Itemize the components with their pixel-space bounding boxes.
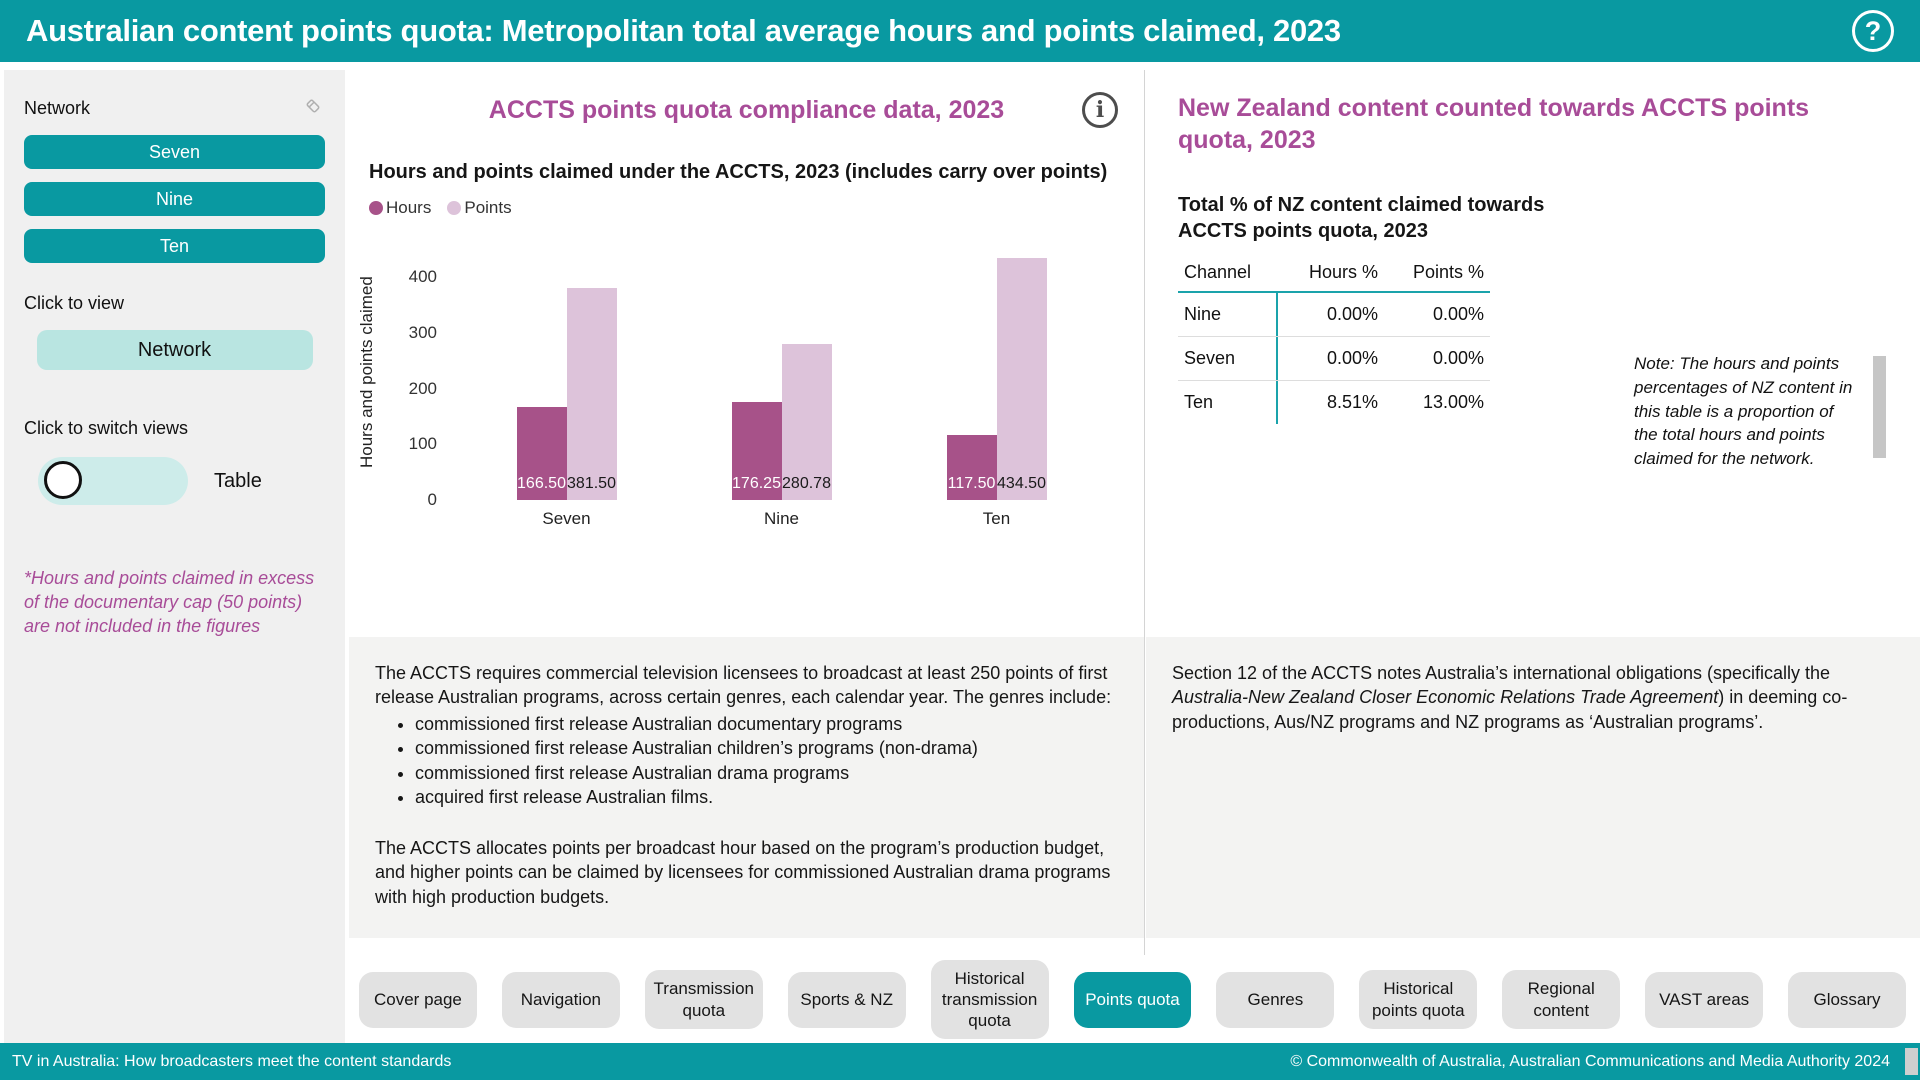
- bar-value-label: 381.50: [567, 475, 616, 492]
- legend-item-points: [447, 198, 511, 218]
- header-bar: [0, 0, 1920, 62]
- documentary-cap-footnote: *Hours and points claimed in excess of the documentary cap (50 points) are not included in the figures: [24, 568, 315, 636]
- network-filter-button-nine[interactable]: Nine: [24, 182, 325, 216]
- chart-subtitle: Hours and points claimed under the ACCTS, 2023 (includes carry over points): [369, 161, 1108, 183]
- bar-group-nine: [732, 344, 832, 528]
- nz-table-rows: [1178, 291, 1490, 424]
- genre-bullet-list: [375, 712, 1114, 810]
- bar-value-label: 166.50: [517, 475, 566, 492]
- nz-body-paragraph: [1172, 661, 1862, 734]
- tab-historical-transmission-quota[interactable]: Historical transmission quota: [931, 960, 1049, 1040]
- points-pct-cell: 0.00%: [1432, 348, 1484, 368]
- compliance-para-2: The ACCTS allocates points per broadcast hour based on the program’s production budget, and higher points can be claimed by licensees for commissioned Australian drama programs with high production budgets.: [375, 837, 1111, 907]
- x-axis-label-seven: Seven: [542, 509, 591, 528]
- bar-value-label: 176.25: [732, 475, 781, 492]
- y-tick-400: 400: [408, 267, 437, 287]
- network-filter-buttons: [24, 135, 325, 263]
- y-tick-100: 100: [408, 434, 437, 454]
- bar-group-seven: [517, 288, 617, 528]
- tab-glossary[interactable]: Glossary: [1788, 972, 1906, 1028]
- nz-table-title: Total % of NZ content claimed towards ACCTS points quota, 2023: [1178, 194, 1545, 242]
- col-channel: Channel: [1184, 262, 1252, 282]
- genre-bullet: • acquired first release Australian films.: [415, 785, 1114, 809]
- points-legend-dot: [447, 201, 461, 215]
- toggle-label: Table: [214, 469, 262, 492]
- bar-hours-seven[interactable]: [517, 407, 567, 500]
- nz-body-agreement: Australia-New Zealand Closer Economic Relations Trade Agreement: [1172, 687, 1719, 708]
- points-pct-cell: 0.00%: [1432, 304, 1484, 324]
- bar-value-label: 280.78: [782, 475, 831, 492]
- hours-pct-cell: 0.00%: [1326, 304, 1378, 324]
- toggle-knob[interactable]: [44, 461, 82, 499]
- nz-note-text: Note: The hours and points percentages of NZ content in this table is a proportion of the total hours and points claimed for the network.: [1634, 354, 1853, 469]
- page-title: Australian content points quota: Metropolitan total average hours and points claimed, 2023: [26, 13, 1341, 48]
- bar-hours-nine[interactable]: [732, 402, 782, 500]
- footer-report-title: TV in Australia: How broadcasters meet the content standards: [12, 1052, 452, 1070]
- genre-bullet: • commissioned first release Australian documentary programs: [415, 712, 1114, 736]
- help-icon[interactable]: ?: [1852, 10, 1894, 52]
- network-filter-label: Network: [24, 98, 91, 118]
- page-tab-bar: [345, 955, 1920, 1044]
- tab-vast-areas[interactable]: VAST areas: [1645, 972, 1763, 1028]
- table-view-toggle[interactable]: [38, 457, 188, 505]
- switch-views-label: Click to switch views: [24, 418, 189, 438]
- bar-points-nine[interactable]: [782, 344, 832, 500]
- tab-navigation[interactable]: Navigation: [502, 972, 620, 1028]
- y-axis-title: Hours and points claimed: [357, 276, 376, 468]
- click-to-view-label: Click to view: [24, 293, 125, 313]
- genre-bullet: • commissioned first release Australian drama programs: [415, 761, 1114, 785]
- network-filter-button-ten[interactable]: Ten: [24, 229, 325, 263]
- nz-note: [1634, 352, 1886, 471]
- bar-chart: [357, 234, 1104, 534]
- y-tick-200: 200: [408, 378, 437, 398]
- legend-item-hours: [369, 198, 431, 218]
- tab-historical-points-quota[interactable]: Historical points quota: [1359, 970, 1477, 1029]
- hours-legend-dot: [369, 201, 383, 215]
- nz-table: [1178, 256, 1490, 424]
- points-pct-cell: 13.00%: [1422, 392, 1484, 412]
- x-axis-label-ten: Ten: [982, 509, 1011, 528]
- tab-transmission-quota[interactable]: Transmission quota: [645, 970, 763, 1029]
- chart-section: [349, 70, 1144, 637]
- legend-label-points: Points: [464, 198, 512, 217]
- nz-title: New Zealand content counted towards ACCTS points quota, 2023: [1178, 94, 1810, 154]
- channel-cell: Seven: [1178, 337, 1278, 380]
- hours-pct-cell: 8.51%: [1326, 392, 1378, 412]
- bar-value-label: 434.50: [997, 475, 1046, 492]
- legend-label-hours: Hours: [386, 198, 432, 217]
- nz-table-row-nine: [1178, 293, 1490, 336]
- tab-sports-nz[interactable]: Sports & NZ: [788, 972, 906, 1028]
- channel-cell: Ten: [1178, 381, 1278, 424]
- tab-points-quota[interactable]: Points quota: [1074, 972, 1192, 1028]
- compliance-para-1: The ACCTS requires commercial television licensees to broadcast at least 250 points of first release Australian programs, across certain genres, each calendar year. The genres include:: [375, 663, 1112, 708]
- genre-bullet: • commissioned first release Australian children’s programs (non-drama): [415, 736, 1114, 760]
- channel-cell: Nine: [1178, 293, 1278, 336]
- nz-body-suffix: ) in deeming co-productions, Aus/NZ programs and NZ programs as ‘Australian programs’.: [1172, 687, 1848, 732]
- bar-points-ten[interactable]: [997, 258, 1047, 500]
- view-network-button[interactable]: Network: [37, 330, 313, 370]
- col-hours-pct: Hours %: [1308, 262, 1378, 282]
- hours-pct-cell: 0.00%: [1326, 348, 1378, 368]
- clear-filter-eraser-icon[interactable]: [301, 94, 325, 123]
- page-scrollbar[interactable]: [1905, 1048, 1918, 1075]
- y-tick-0: 0: [427, 490, 437, 509]
- compliance-description: [349, 637, 1144, 938]
- tab-cover-page[interactable]: Cover page: [359, 972, 477, 1028]
- bar-plot: [459, 244, 1104, 528]
- nz-table-header: [1178, 256, 1490, 291]
- nz-body-prefix: Section 12 of the ACCTS notes Australia’s international obligations (specifically the: [1172, 663, 1831, 683]
- tab-genres[interactable]: Genres: [1216, 972, 1334, 1028]
- bar-hours-ten[interactable]: [947, 435, 997, 500]
- y-axis-ticks: [401, 244, 437, 509]
- bar-value-label: 117.50: [947, 475, 996, 492]
- network-filter-button-seven[interactable]: Seven: [24, 135, 325, 169]
- compliance-panel: [349, 70, 1145, 955]
- nz-table-row-seven: [1178, 336, 1490, 380]
- note-scrollbar[interactable]: [1873, 356, 1886, 458]
- y-tick-300: 300: [408, 323, 437, 343]
- nz-table-row-ten: [1178, 380, 1490, 424]
- footer-bar: [0, 1043, 1920, 1080]
- x-axis-label-nine: Nine: [764, 509, 799, 528]
- tab-regional-content[interactable]: Regional content: [1502, 970, 1620, 1029]
- bar-group-ten: [947, 258, 1047, 528]
- footer-copyright: © Commonwealth of Australia, Australian Communications and Media Authority 2024: [1290, 1052, 1890, 1070]
- bar-points-seven[interactable]: [567, 288, 617, 500]
- nz-description: [1146, 637, 1920, 938]
- col-points-pct: Points %: [1412, 262, 1484, 282]
- chart-legend: [369, 198, 1144, 218]
- compliance-title: ACCTS points quota compliance data, 2023: [488, 96, 1005, 124]
- info-icon[interactable]: i: [1082, 92, 1118, 128]
- nz-section: [1146, 70, 1920, 637]
- sidebar: [4, 70, 345, 1043]
- nz-panel: [1146, 70, 1920, 955]
